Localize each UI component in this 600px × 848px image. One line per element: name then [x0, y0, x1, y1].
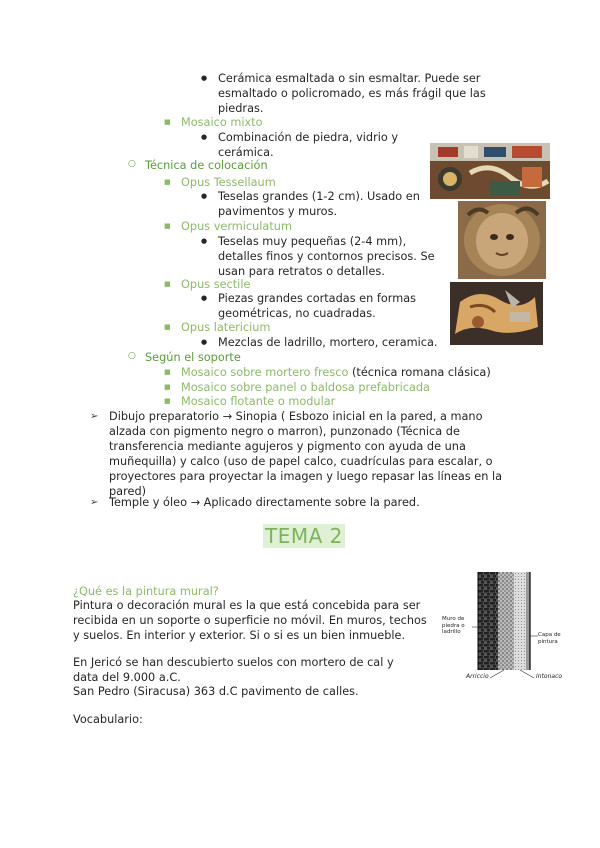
mosaic-image-1 — [430, 143, 550, 199]
list-item: ● Combinación de piedra, vidrio y cerámica. — [218, 130, 418, 160]
wall-layers-diagram — [442, 572, 577, 682]
diagram-label-capa: Capa de pintura — [538, 632, 561, 645]
list-item: ● Piezas grandes cortadas en formas geométricas, no cuadradas. — [218, 291, 440, 321]
question-heading: ¿Qué es la pintura mural? — [73, 585, 219, 598]
list-item: ■ Mosaico sobre panel o baldosa prefabricada — [181, 380, 430, 395]
list-item: ■ Opus sectile — [181, 277, 250, 292]
diagram-label-intonaco: Intonaco — [536, 673, 563, 680]
list-item: ➢ Dibujo preparatorio → Sinopia ( Esbozo inicial en la pared, a mano alzada con pigmento negro o marron), punzonado (Técnica de transferencia mediante agujeros y pigmento con ayuda de una muñequilla) y calco (uso de papel calco, cuadrículas para escalar, o proyectores para proyectar la imagen y luego repasar las líneas en la pared) — [109, 409, 511, 499]
paragraph: Pintura o decoración mural es la que está concebida para ser recibida en un soporte o superficie no móvil. En muros, techos y suelos. En interior y exterior. Si o si es un bien inmueble. — [73, 599, 427, 642]
list-item: ● Cerámica esmaltada o sin esmaltar. Puede ser esmaltado o policromado, es más frágil que las piedras. — [218, 71, 503, 116]
list-item: ○ Técnica de colocación — [145, 158, 268, 173]
list-item: ■ Mosaico mixto — [181, 115, 263, 130]
list-item: ■ Opus vermiculatum — [181, 219, 292, 234]
diagram-label-muro: Muro de piedra o ladrillo — [442, 616, 465, 635]
list-item: ○ Según el soporte — [145, 350, 241, 365]
list-item: ■ Opus latericium — [181, 320, 270, 335]
mosaic-image-3 — [450, 282, 543, 345]
list-item: ■ Mosaico flotante o modular — [181, 394, 335, 409]
list-item: ● Teselas grandes (1-2 cm). Usado en pavimentos y muros. — [218, 189, 423, 219]
list-item: ■ Mosaico sobre mortero fresco (técnica romana clásica) — [181, 365, 511, 380]
list-item: ● Mezclas de ladrillo, mortero, ceramica. — [218, 335, 458, 350]
list-item: ■ Opus Tessellaum — [181, 175, 276, 190]
paragraph: En Jericó se han descubierto suelos con mortero de cal y data del 9.000 a.C. — [73, 656, 394, 684]
paragraph: San Pedro (Siracusa) 363 d.C pavimento de calles. — [73, 685, 359, 698]
diagram-label-arriccio: Arriccio — [466, 673, 489, 680]
section-heading: TEMA 2 — [265, 524, 343, 548]
list-item: ➢ Temple y óleo → Aplicado directamente sobre la pared. — [109, 495, 511, 510]
list-item: ● Teselas muy pequeñas (2-4 mm), detalles finos y contornos precisos. Se usan para retratos o detalles. — [218, 234, 454, 279]
paragraph: Vocabulario: — [73, 713, 143, 726]
mosaic-image-2 — [458, 201, 546, 279]
